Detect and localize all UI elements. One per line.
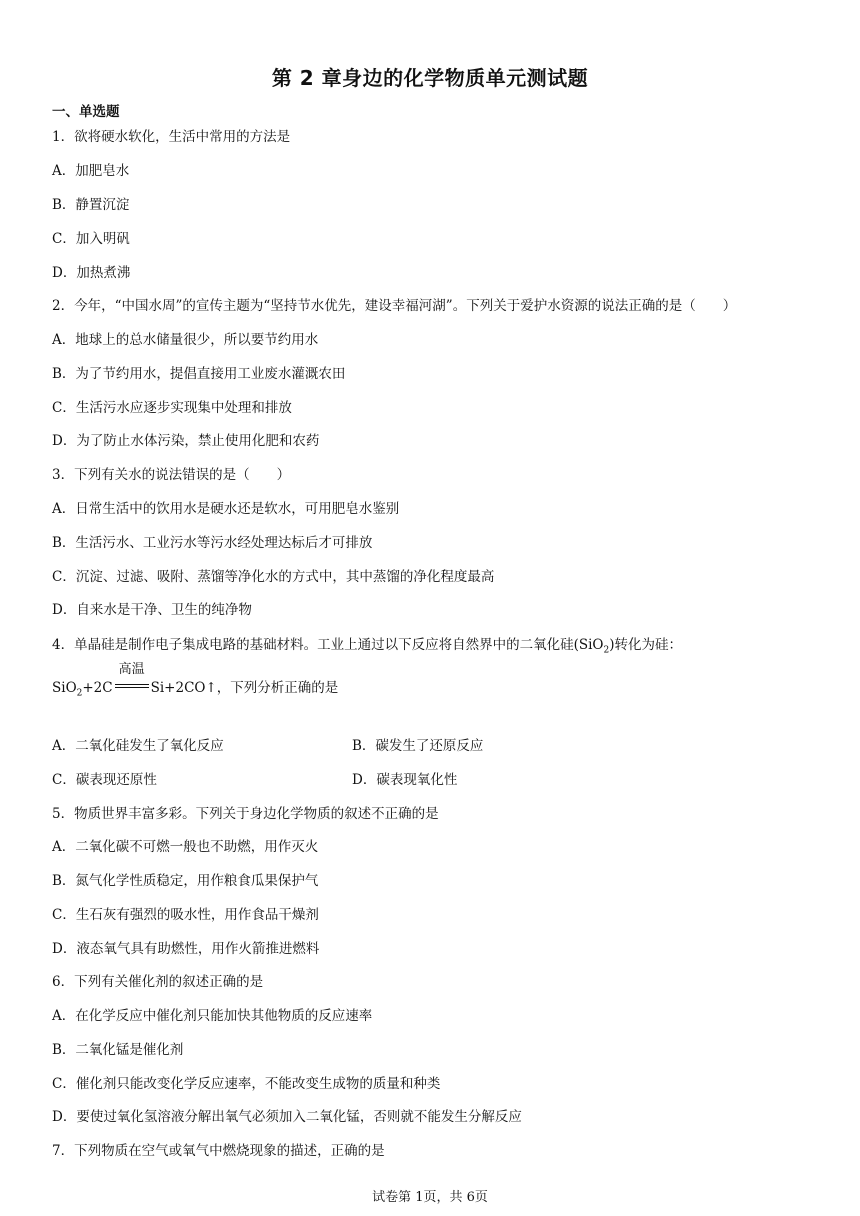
question-2-option-a: A．地球上的总水储量很少，所以要节约用水 — [52, 332, 319, 348]
question-5-option-c: C．生石灰有强烈的吸水性，用作食品干燥剂 — [52, 907, 319, 923]
question-3-option-a: A．日常生活中的饮用水是硬水还是软水，可用肥皂水鉴别 — [52, 501, 400, 517]
question-5-option-a: A．二氧化碳不可燃一般也不助燃，用作灭火 — [52, 839, 319, 855]
question-4-stem — [52, 636, 682, 660]
question-2-stem: 2．今年，“中国水周”的宣传主题为“坚持节水优先，建设幸福河湖”。下列关于爱护水资源的说法正确的是（ ） — [52, 298, 737, 314]
equation-equals-sign — [113, 662, 151, 694]
question-3-stem: 3．下列有关水的说法错误的是（ ） — [52, 467, 291, 483]
chemical-equation — [52, 662, 339, 699]
question-4-option-d: D．碳表现氧化性 — [352, 772, 458, 788]
question-6-option-b: B．二氧化锰是催化剂 — [52, 1042, 184, 1058]
question-1-stem: 1．欲将硬水软化，生活中常用的方法是 — [52, 129, 291, 145]
question-6-option-d: D．要使过氧化氢溶液分解出氧气必须加入二氧化锰，否则就不能发生分解反应 — [52, 1109, 522, 1125]
question-5-option-d: D．液态氧气具有助燃性，用作火箭推进燃料 — [52, 941, 320, 957]
question-1-option-a: A．加肥皂水 — [52, 163, 130, 179]
question-4-option-c: C．碳表现还原性 — [52, 772, 157, 788]
question-6-stem: 6．下列有关催化剂的叙述正确的是 — [52, 974, 264, 990]
question-1-option-c: C．加入明矾 — [52, 231, 130, 247]
question-4-option-b: B．碳发生了还原反应 — [352, 738, 484, 754]
question-2-option-c: C．生活污水应逐步实现集中处理和排放 — [52, 400, 292, 416]
question-5-option-b: B．氮气化学性质稳定，用作粮食瓜果保护气 — [52, 873, 319, 889]
question-6-option-a: A．在化学反应中催化剂只能加快其他物质的反应速率 — [52, 1008, 373, 1024]
question-4-option-a: A．二氧化硅发生了氧化反应 — [52, 738, 224, 754]
question-2-option-d: D．为了防止水体污染，禁止使用化肥和农药 — [52, 433, 320, 449]
reaction-condition: 高温 — [118, 662, 145, 677]
equation-products: Si+2CO↑，下列分析正确的是 — [150, 680, 339, 696]
section-heading: 一、单选题 — [52, 104, 120, 120]
question-1-option-d: D．加热煮沸 — [52, 265, 131, 281]
equation-reactants: SiO$_2$+2C — [52, 680, 113, 699]
question-3-option-c: C．沉淀、过滤、吸附、蒸馏等净化水的方式中，其中蒸馏的净化程度最高 — [52, 569, 495, 585]
question-4-stem-tail: )转化为硅： — [609, 637, 683, 653]
question-6-option-c: C．催化剂只能改变化学反应速率，不能改变生成物的质量和种类 — [52, 1076, 441, 1092]
question-5-stem: 5．物质世界丰富多彩。下列关于身边化学物质的叙述不正确的是 — [52, 806, 439, 822]
page-footer: 试卷第 1页，共 6页 — [372, 1190, 488, 1205]
subscript: 2 — [603, 645, 610, 656]
question-7-stem: 7．下列物质在空气或氧气中燃烧现象的描述，正确的是 — [52, 1143, 385, 1159]
question-3-option-b: B．生活污水、工业污水等污水经处理达标后才可排放 — [52, 535, 373, 551]
question-1-option-b: B．静置沉淀 — [52, 197, 130, 213]
question-3-option-d: D．自来水是干净、卫生的纯净物 — [52, 602, 252, 618]
question-2-option-b: B．为了节约用水，提倡直接用工业废水灌溉农田 — [52, 366, 346, 382]
question-4-stem-text: 4．单晶硅是制作电子集成电路的基础材料。工业上通过以下反应将自然界中的二氧化硅(SiO — [52, 637, 604, 653]
page-title: 第 2 章身边的化学物质单元测试题 — [271, 66, 589, 90]
